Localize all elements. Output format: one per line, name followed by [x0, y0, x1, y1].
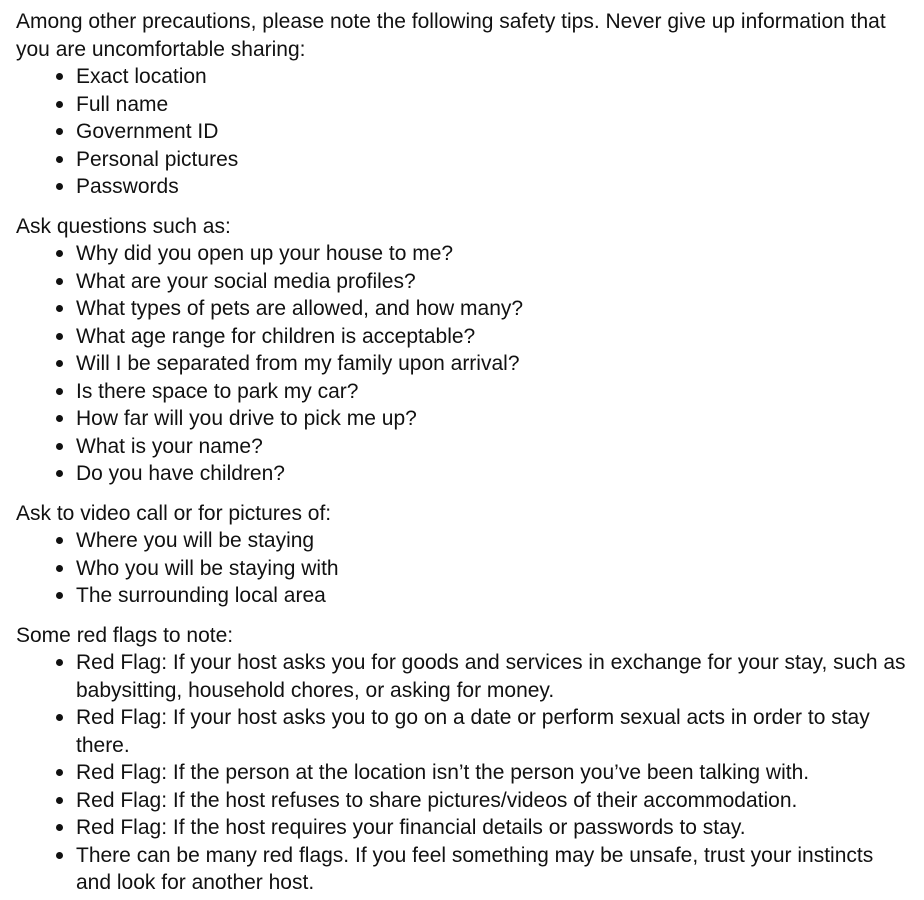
list-item: [76, 173, 914, 201]
list-item: [76, 268, 914, 296]
list-item-text: Personal pictures: [76, 147, 239, 171]
list-item-text: Do you have children?: [76, 462, 285, 485]
section-intro: Some red flags to note:: [16, 623, 234, 647]
sharing-section: [16, 8, 914, 201]
bullet-icon: [56, 769, 63, 776]
bullet-icon: [56, 537, 63, 544]
list-item-text: Red Flag: If the host requires your financial details or passwords to stay.: [76, 816, 746, 839]
list-item: [76, 378, 914, 406]
list-item-text: Government ID: [76, 120, 219, 143]
questions-section: [16, 213, 914, 488]
list-item-text: What age range for children is acceptable?: [76, 324, 476, 348]
list-item: [76, 350, 914, 378]
list-item-text: Where you will be staying: [76, 529, 315, 552]
bullet-icon: [56, 470, 63, 477]
bullet-icon: [56, 388, 63, 395]
section-intro: Ask to video call or for pictures of:: [16, 501, 332, 525]
list-item: [76, 649, 914, 704]
bullet-list: [16, 240, 914, 488]
bullet-icon: [56, 278, 63, 285]
bullet-icon: [56, 659, 63, 666]
bullet-icon: [56, 101, 63, 108]
list-item-text: Red Flag: If your host asks you to go on a date or perform sexual acts in order to stay there.: [76, 706, 870, 757]
list-item-text: How far will you drive to pick me up?: [76, 407, 417, 430]
list-item: [76, 91, 914, 119]
list-item: [76, 240, 914, 268]
list-item-text: Why did you open up your house to me?: [76, 242, 454, 265]
list-item-text: What is your name?: [76, 434, 263, 458]
bullet-icon: [56, 333, 63, 340]
video-call-section: [16, 500, 914, 610]
red-flags-section: [16, 622, 914, 897]
bullet-icon: [56, 156, 63, 163]
list-item-text: Full name: [76, 92, 169, 116]
list-item: [76, 704, 914, 759]
bullet-icon: [56, 443, 63, 450]
bullet-icon: [56, 250, 63, 257]
list-item-text: What types of pets are allowed, and how many?: [76, 297, 524, 320]
list-item-text: Exact location: [76, 65, 207, 88]
list-item: [76, 405, 914, 433]
list-item: [76, 842, 914, 897]
bullet-icon: [56, 565, 63, 572]
list-item: [76, 146, 914, 174]
list-item: [76, 555, 914, 583]
bullet-icon: [56, 415, 63, 422]
bullet-icon: [56, 73, 63, 80]
list-item: [76, 527, 914, 555]
bullet-icon: [56, 183, 63, 190]
list-item-text: There can be many red flags. If you feel something may be unsafe, trust your instincts and look for another host.: [76, 843, 874, 894]
bullet-icon: [56, 128, 63, 135]
list-item-text: Red Flag: If the host refuses to share pictures/videos of their accommodation.: [76, 788, 798, 812]
list-item-text: Passwords: [76, 175, 179, 198]
bullet-icon: [56, 824, 63, 831]
list-item-text: Red Flag: If your host asks you for goods and services in exchange for your stay, such as babysitting, household chores, or asking for money.: [76, 651, 906, 702]
bullet-icon: [56, 797, 63, 804]
list-item: [76, 118, 914, 146]
list-item-text: The surrounding local area: [76, 584, 326, 607]
bullet-icon: [56, 592, 63, 599]
bullet-list: [16, 527, 914, 610]
list-item: [76, 323, 914, 351]
bullet-icon: [56, 360, 63, 367]
list-item: [76, 787, 914, 815]
list-item-text: Red Flag: If the person at the location isn’t the person you’ve been talking with.: [76, 761, 810, 784]
list-item-text: Is there space to park my car?: [76, 379, 359, 403]
list-item: [76, 433, 914, 461]
list-item: [76, 295, 914, 323]
bullet-icon: [56, 305, 63, 312]
list-item: [76, 63, 914, 91]
list-item-text: What are your social media profiles?: [76, 269, 416, 293]
list-item-text: Who you will be staying with: [76, 556, 339, 580]
section-intro: Ask questions such as:: [16, 214, 231, 238]
list-item: [76, 460, 914, 488]
list-item: [76, 814, 914, 842]
bullet-list: [16, 649, 914, 897]
section-intro: Among other precautions, please note the following safety tips. Never give up information that you are uncomfortable sharing:: [16, 10, 886, 61]
list-item: [76, 759, 914, 787]
bullet-icon: [56, 714, 63, 721]
list-item-text: Will I be separated from my family upon arrival?: [76, 352, 520, 375]
list-item: [76, 582, 914, 610]
bullet-icon: [56, 852, 63, 859]
bullet-list: [16, 63, 914, 201]
